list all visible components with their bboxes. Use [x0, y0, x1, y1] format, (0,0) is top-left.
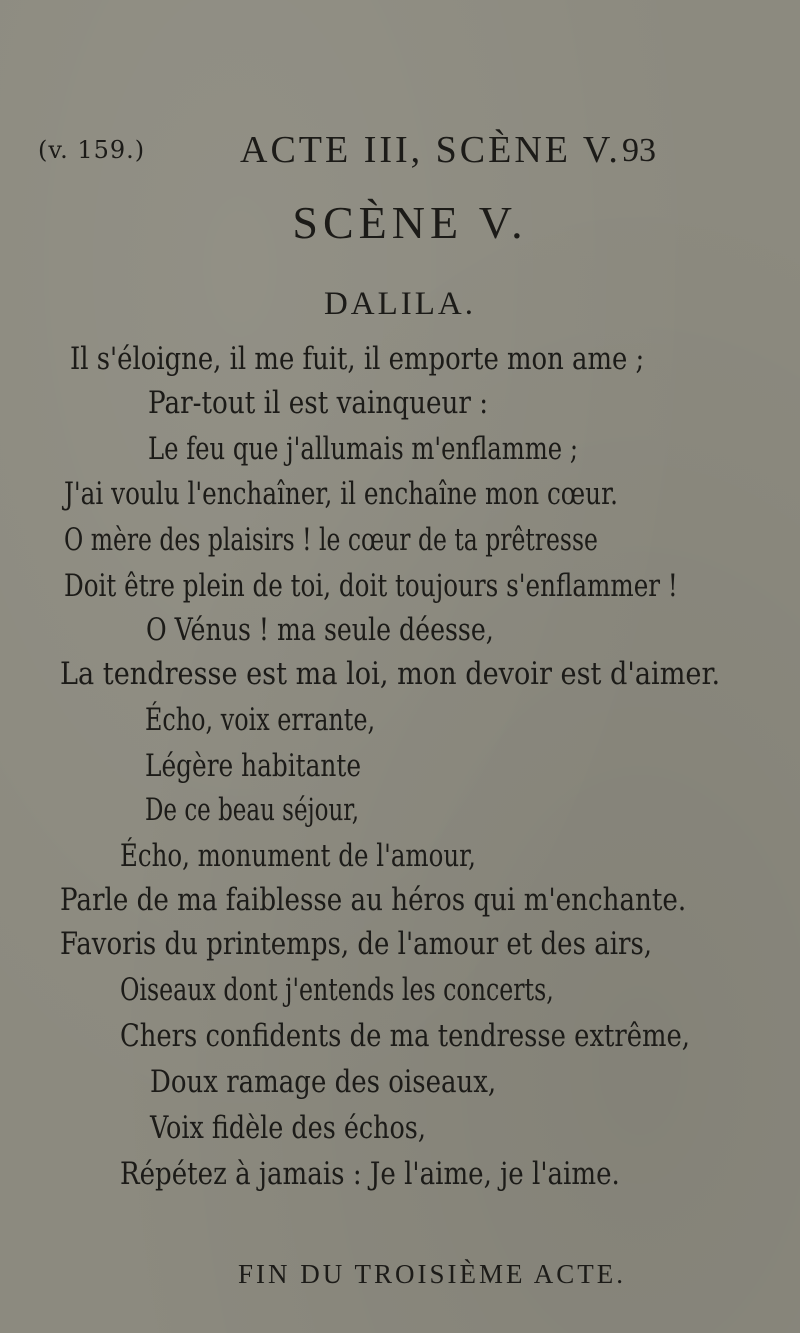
scene-title: SCÈNE V. — [292, 197, 528, 248]
speaker-name: DALILA. — [323, 286, 477, 322]
verse-line: O Vénus ! ma seule déesse, — [146, 612, 494, 648]
act-scene-header: ACTE III, SCÈNE V. — [240, 129, 621, 171]
verse-line: La tendresse est ma loi, mon devoir est d'aimer. — [60, 656, 721, 692]
verse-line: Oiseaux dont j'entends les concerts, — [120, 972, 554, 1008]
verse-line: Voix fidèle des échos, — [150, 1110, 426, 1146]
verse-line: Doit être plein de toi, doit toujours s'enflammer ! — [64, 568, 678, 604]
verse-line: De ce beau séjour, — [145, 792, 360, 828]
end-of-act-note: FIN DU TROISIÈME ACTE. — [238, 1259, 627, 1289]
verse-line: Par-tout il est vainqueur : — [148, 385, 489, 421]
verse-line: Le feu que j'allumais m'enflamme ; — [148, 431, 579, 467]
verse-line: Chers confidents de ma tendresse extrême, — [120, 1018, 691, 1054]
verse-line: Écho, voix errante, — [145, 702, 376, 738]
verse-line: J'ai voulu l'enchaîner, il enchaîne mon cœur. — [64, 476, 619, 512]
verse-line: O mère des plaisirs ! le cœur de ta prêtresse — [64, 522, 598, 558]
verse-line: Répétez à jamais : Je l'aime, je l'aime. — [120, 1156, 620, 1192]
verse-line: Écho, monument de l'amour, — [120, 838, 476, 874]
verse-line: Favoris du printemps, de l'amour et des airs, — [60, 926, 653, 962]
verse-line: Parle de ma faiblesse au héros qui m'enchante. — [60, 882, 687, 918]
verse-reference: (v. 159.) — [38, 136, 146, 164]
page-number: 93 — [622, 132, 656, 169]
verse-line: Il s'éloigne, il me fuit, il emporte mon ame ; — [70, 341, 645, 377]
verse-line: Doux ramage des oiseaux, — [150, 1064, 497, 1100]
verse-line: Légère habitante — [145, 748, 362, 784]
